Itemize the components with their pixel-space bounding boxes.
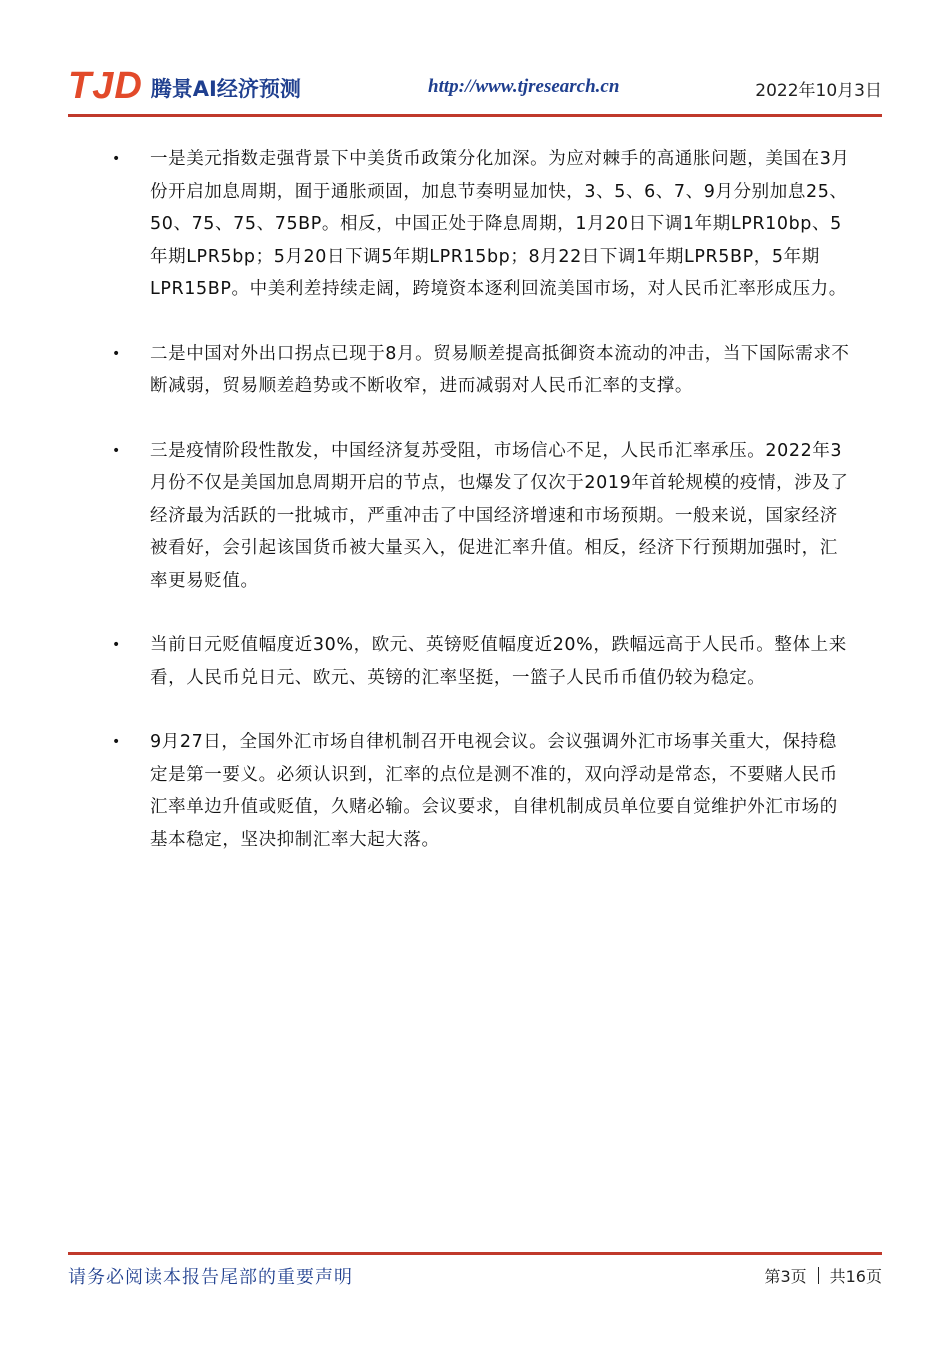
bullet-text: 一是美元指数走强背景下中美货币政策分化加深。为应对棘手的高通胀问题，美国在3月份开启加息周期，囿于通胀顽固，加息节奏明显加快，3、5、6、7、9月分别加息25、50、75、75、75BP。相反，中国正处于降息周期，1月20日下调1年期LPR10bp、5年期LPR5bp；5月20日下调5年期LPR15bp；8月22日下调1年期LPR5BP，5年期LPR15BP。中美利差持续走阔，跨境资本逐利回流美国市场，对人民币汇率形成压力。	[150, 149, 850, 299]
bullet-item	[112, 143, 852, 306]
logo-text: 腾景AI经济预测	[150, 76, 301, 101]
bullet-text: 三是疫情阶段性散发，中国经济复苏受阻，市场信心不足，人民币汇率承压。2022年3月份不仅是美国加息周期开启的节点，也爆发了仅次于2019年首轮规模的疫情，涉及了经济最为活跃的一批城市，严重冲击了中国经济增速和市场预期。一般来说，国家经济被看好，会引起该国货币被大量买入，促进汇率升值。相反，经济下行预期加强时，汇率更易贬值。	[150, 440, 849, 591]
main-content	[112, 143, 852, 888]
company-logo	[68, 64, 301, 108]
header-divider	[68, 114, 882, 117]
page-separator	[818, 1267, 819, 1284]
current-page: 第3页	[764, 1267, 807, 1286]
disclaimer-note: 请务必阅读本报告尾部的重要声明	[68, 1267, 353, 1288]
bullet-text: 9月27日，全国外汇市场自律机制召开电视会议。会议强调外汇市场事关重大，保持稳定是第一要义。必须认识到，汇率的点位是测不准的，双向浮动是常态，不要赌人民币汇率单边升值或贬值，久赌必输。会议要求，自律机制成员单位要自觉维护外汇市场的基本稳定，坚决抑制汇率大起大落。	[150, 732, 838, 850]
bullet-icon: •	[112, 345, 121, 362]
bullet-item	[112, 726, 852, 856]
bullet-item	[112, 435, 852, 598]
report-date: 2022年10月3日	[755, 81, 882, 101]
bullet-text: 当前日元贬值幅度近30%，欧元、英镑贬值幅度近20%，跌幅远高于人民币。整体上来看，人民币兑日元、欧元、英镑的汇率坚挺，一篮子人民币币值仍较为稳定。	[150, 635, 847, 688]
page-header	[68, 60, 882, 116]
website-link[interactable]: http://www.tjresearch.cn	[428, 76, 620, 97]
bullet-item	[112, 338, 852, 403]
bullet-icon: •	[112, 442, 121, 459]
bullet-icon: •	[112, 734, 121, 750]
footer-divider	[68, 1252, 882, 1255]
logo-mark: TJD	[68, 65, 143, 107]
bullet-item	[112, 629, 852, 694]
page-indicator	[764, 1264, 882, 1287]
bullet-icon: •	[112, 151, 121, 167]
total-pages: 共16页	[829, 1267, 882, 1286]
bullet-icon: •	[112, 637, 121, 653]
bullet-text: 二是中国对外出口拐点已现于8月。贸易顺差提高抵御资本流动的冲击，当下国际需求不断减弱，贸易顺差趋势或不断收窄，进而减弱对人民币汇率的支撑。	[150, 343, 850, 396]
